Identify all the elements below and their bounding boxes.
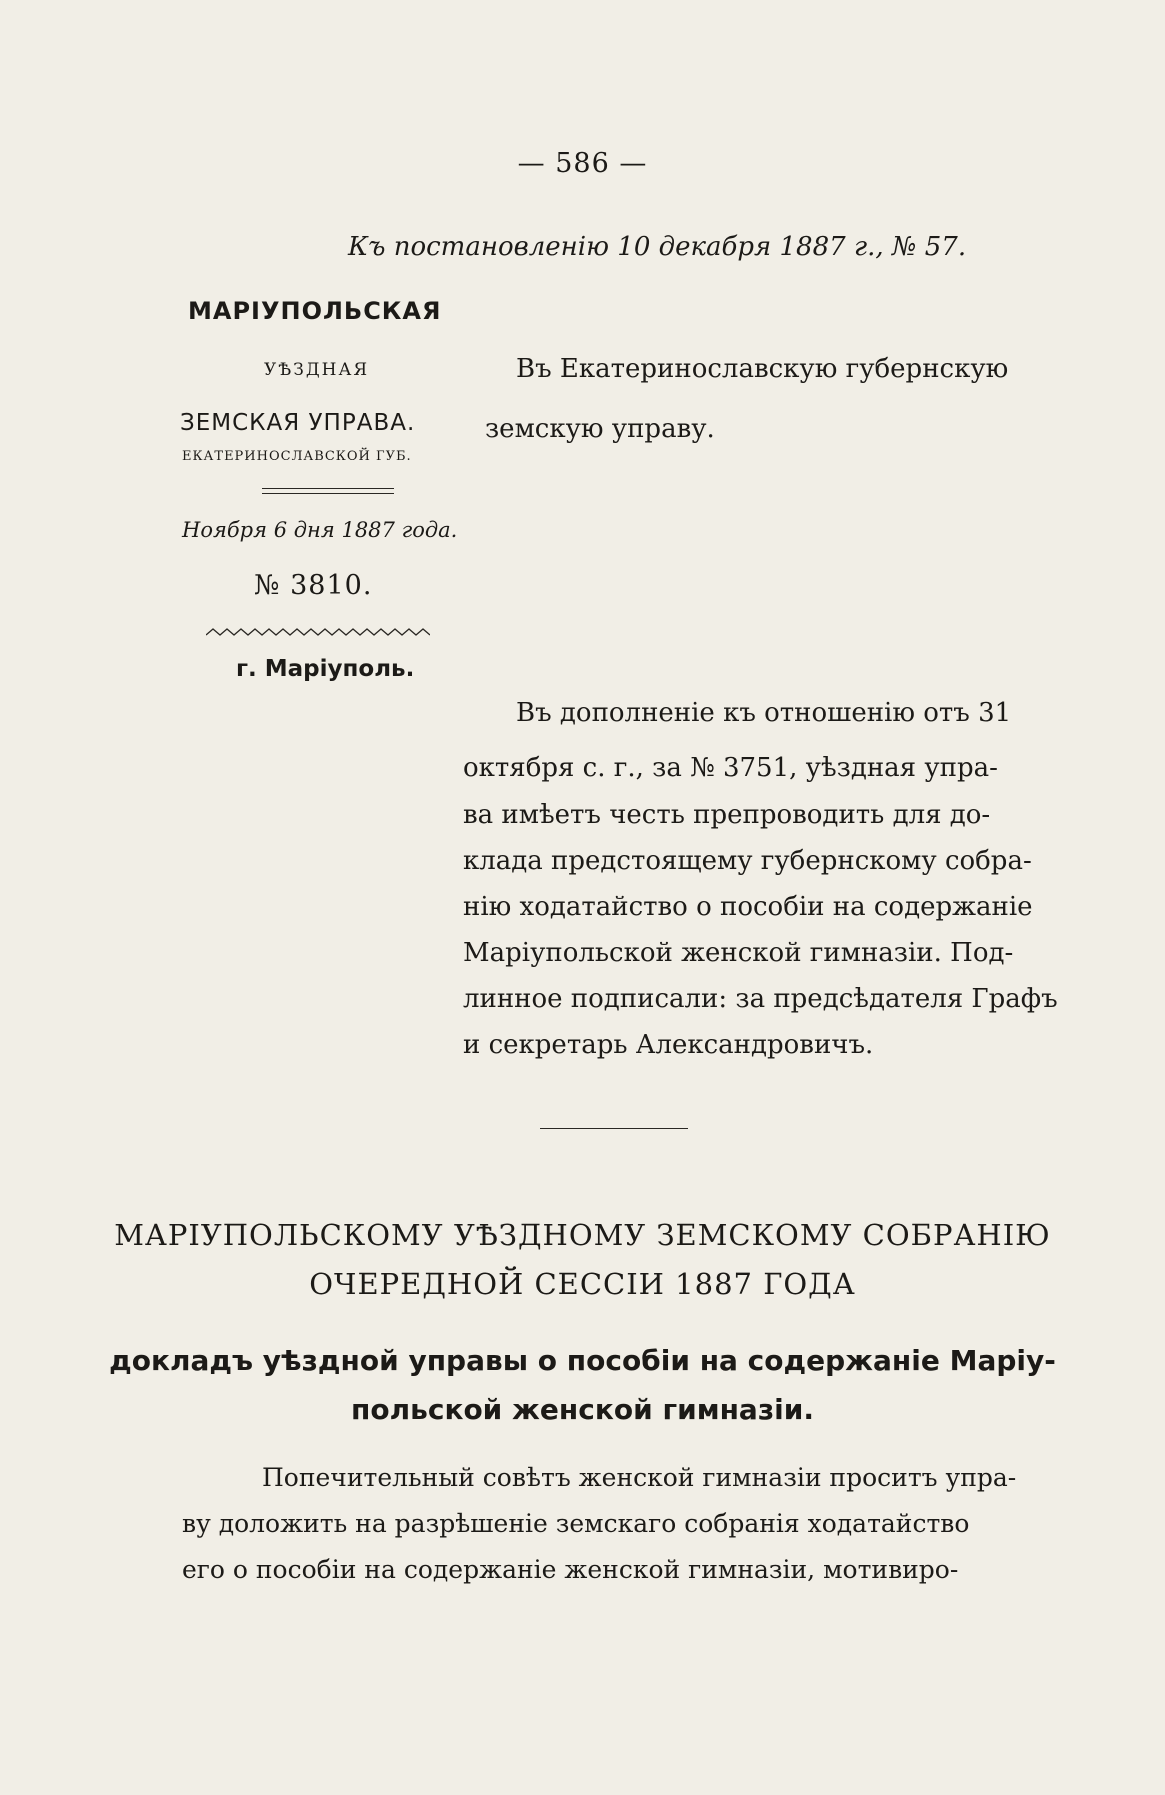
body-line: его о пособіи на содержаніе женской гимназіи, мотивиро- (182, 1555, 959, 1584)
letterhead-organization: МАРІУПОЛЬСКАЯ (188, 297, 442, 325)
letter-line: Маріупольской женской гимназіи. Под- (463, 938, 1014, 968)
assembly-heading: МАРІУПОЛЬСКОМУ УѢЗДНОМУ ЗЕМСКОМУ СОБРАНІЮ (114, 1218, 1051, 1252)
letterhead-council: ЗЕМСКАЯ УПРАВА. (180, 410, 416, 436)
body-line: Попечительный совѣтъ женской гимназіи проситъ упра- (262, 1463, 1017, 1492)
letterhead-district: УѢЗДНАЯ (264, 360, 370, 380)
resolution-reference: Къ постановленію 10 декабря 1887 г., № 57. (348, 232, 967, 262)
letter-line: октября с. г., за № 3751, уѣздная упра- (463, 753, 998, 783)
letterhead-date: Ноября 6 дня 1887 года. (182, 518, 458, 542)
letter-line: и секретарь Александровичъ. (463, 1030, 874, 1060)
letterhead-city: г. Маріуполь. (236, 656, 415, 682)
letter-line: нію ходатайство о пособіи на содержаніе (463, 892, 1033, 922)
addressee-line: земскую управу. (485, 414, 715, 444)
section-divider (540, 1128, 688, 1129)
session-heading: ОЧЕРЕДНОЙ СЕССІИ 1887 ГОДА (309, 1267, 856, 1301)
page-number: — 586 — (517, 148, 648, 179)
report-title: докладъ уѣздной управы о пособіи на содержаніе Маріу- (109, 1344, 1056, 1377)
letter-line: Въ дополненіе къ отношенію отъ 31 (516, 698, 1012, 728)
addressee-line: Въ Екатеринославскую губернскую (516, 354, 1009, 384)
letter-line: клада предстоящему губернскому собра- (463, 846, 1032, 876)
letter-line: линное подписали: за предсѣдателя Графъ (463, 984, 1058, 1014)
report-title: польской женской гимназіи. (351, 1393, 814, 1426)
letterhead-number: № 3810. (254, 570, 373, 601)
double-rule-divider (262, 488, 394, 494)
letter-line: ва имѣетъ честь препроводить для до- (463, 800, 991, 830)
body-line: ву доложить на разрѣшеніе земскаго собранія ходатайство (182, 1509, 970, 1538)
wavy-rule-divider (206, 626, 430, 638)
letterhead-province: ЕКАТЕРИНОСЛАВСКОЙ ГУБ. (182, 449, 412, 464)
